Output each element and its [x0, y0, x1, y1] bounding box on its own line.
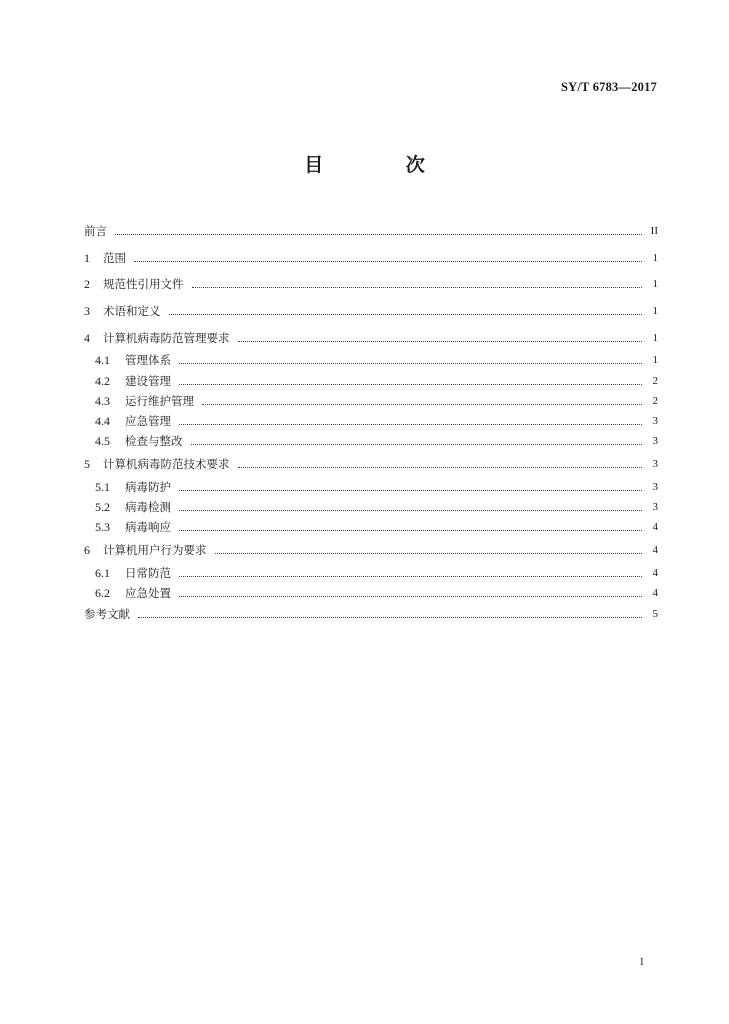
- toc-entry-label: 范围: [103, 251, 126, 265]
- toc-entry-number: 5.2: [95, 500, 110, 514]
- toc-entry-page: 4: [652, 521, 658, 533]
- toc-entry-label: 管理体系: [125, 353, 171, 367]
- toc-entry-number: 5.3: [95, 520, 110, 534]
- toc-entry[interactable]: [84, 275, 658, 293]
- toc-entry-label: 病毒响应: [125, 520, 171, 534]
- toc-entry-number: 2: [84, 277, 90, 291]
- toc-entry-page: 1: [652, 305, 658, 317]
- toc-entry-number: 5.1: [95, 480, 110, 494]
- toc-entry-label: 前言: [84, 224, 107, 238]
- toc-entry[interactable]: [84, 249, 658, 267]
- toc-leader-dots: [202, 404, 642, 405]
- toc-leader-dots: [115, 234, 642, 235]
- toc-entry-label: 应急处置: [125, 586, 171, 600]
- toc-entry-page: 1: [652, 278, 658, 290]
- toc-leader-dots: [179, 596, 642, 597]
- toc-entry-number: 5: [84, 457, 90, 471]
- toc-leader-dots: [179, 510, 642, 511]
- toc-entry-page: 3: [652, 458, 658, 470]
- toc-entry-label: 应急管理: [125, 414, 171, 428]
- toc-entry-label: 计算机病毒防范管理要求: [103, 331, 230, 345]
- toc-entry-number: 4.1: [95, 353, 110, 367]
- toc-entry-number: 1: [84, 251, 90, 265]
- toc-entry-page: 5: [652, 608, 658, 620]
- toc-entry-number: 4.5: [95, 434, 110, 448]
- toc-entry-page: 2: [652, 375, 658, 387]
- toc-leader-dots: [179, 530, 642, 531]
- toc-entry-page: 3: [652, 415, 658, 427]
- toc-leader-dots: [238, 467, 643, 468]
- toc-entry[interactable]: [84, 329, 658, 347]
- toc-entry-label: 建设管理: [125, 374, 171, 388]
- toc-entry[interactable]: [84, 455, 658, 473]
- toc-subentry[interactable]: [95, 412, 658, 430]
- toc-leader-dots: [238, 341, 643, 342]
- toc-subentry[interactable]: [95, 584, 658, 602]
- toc-entry-label: 病毒检测: [125, 500, 171, 514]
- toc-entry-page: II: [650, 225, 658, 237]
- toc-entry-bibliography[interactable]: [84, 605, 658, 623]
- toc-entry-page: 3: [652, 481, 658, 493]
- toc-entry-label: 检查与整改: [125, 434, 183, 448]
- toc-entry-page: 2: [652, 395, 658, 407]
- toc-leader-dots: [179, 576, 642, 577]
- toc-subentry[interactable]: [95, 372, 658, 390]
- standard-number: SY/T 6783—2017: [561, 80, 657, 94]
- toc-entry-page: 4: [652, 544, 658, 556]
- toc-leader-dots: [179, 384, 642, 385]
- toc-leader-dots: [138, 617, 642, 618]
- toc-entry-page: 1: [652, 332, 658, 344]
- toc-leader-dots: [179, 490, 642, 491]
- toc-entry-label: 计算机用户行为要求: [103, 543, 207, 557]
- toc-title: 目 次: [304, 154, 463, 176]
- toc-entry-label: 日常防范: [125, 566, 171, 580]
- toc-entry-number: 4.2: [95, 374, 110, 388]
- toc-subentry[interactable]: [95, 498, 658, 516]
- toc-subentry[interactable]: [95, 518, 658, 536]
- toc-leader-dots: [192, 287, 643, 288]
- toc-leader-dots: [179, 363, 642, 364]
- toc-entry-label: 参考文献: [84, 607, 130, 621]
- toc-entry-label: 运行维护管理: [125, 394, 194, 408]
- toc-leader-dots: [191, 444, 643, 445]
- toc-entry-number: 6: [84, 543, 90, 557]
- toc-subentry[interactable]: [95, 392, 658, 410]
- toc-entry-foreword[interactable]: [84, 222, 658, 240]
- toc-entry-label: 规范性引用文件: [103, 277, 184, 291]
- toc-entry-page: 1: [652, 354, 658, 366]
- toc-leader-dots: [169, 314, 643, 315]
- toc-subentry[interactable]: [95, 432, 658, 450]
- toc-leader-dots: [179, 424, 642, 425]
- toc-entry-page: 3: [652, 501, 658, 513]
- toc-entry-label: 计算机病毒防范技术要求: [103, 457, 230, 471]
- toc-entry-number: 6.2: [95, 586, 110, 600]
- toc-leader-dots: [134, 261, 642, 262]
- toc-entry-page: 4: [652, 587, 658, 599]
- toc-entry-page: 3: [652, 435, 658, 447]
- toc-leader-dots: [215, 553, 643, 554]
- toc-subentry[interactable]: [95, 564, 658, 582]
- toc-entry-number: 4.3: [95, 394, 110, 408]
- toc-entry-number: 6.1: [95, 566, 110, 580]
- toc-subentry[interactable]: [95, 478, 658, 496]
- page-number: I: [640, 956, 644, 968]
- toc-entry-page: 1: [652, 252, 658, 264]
- toc-entry-number: 3: [84, 304, 90, 318]
- toc-entry-number: 4.4: [95, 414, 110, 428]
- toc-entry-label: 病毒防护: [125, 480, 171, 494]
- toc-entry-number: 4: [84, 331, 90, 345]
- toc-subentry[interactable]: [95, 351, 658, 369]
- toc-entry-label: 术语和定义: [103, 304, 161, 318]
- toc-entry-page: 4: [652, 567, 658, 579]
- toc-entry[interactable]: [84, 302, 658, 320]
- toc-entry[interactable]: [84, 541, 658, 559]
